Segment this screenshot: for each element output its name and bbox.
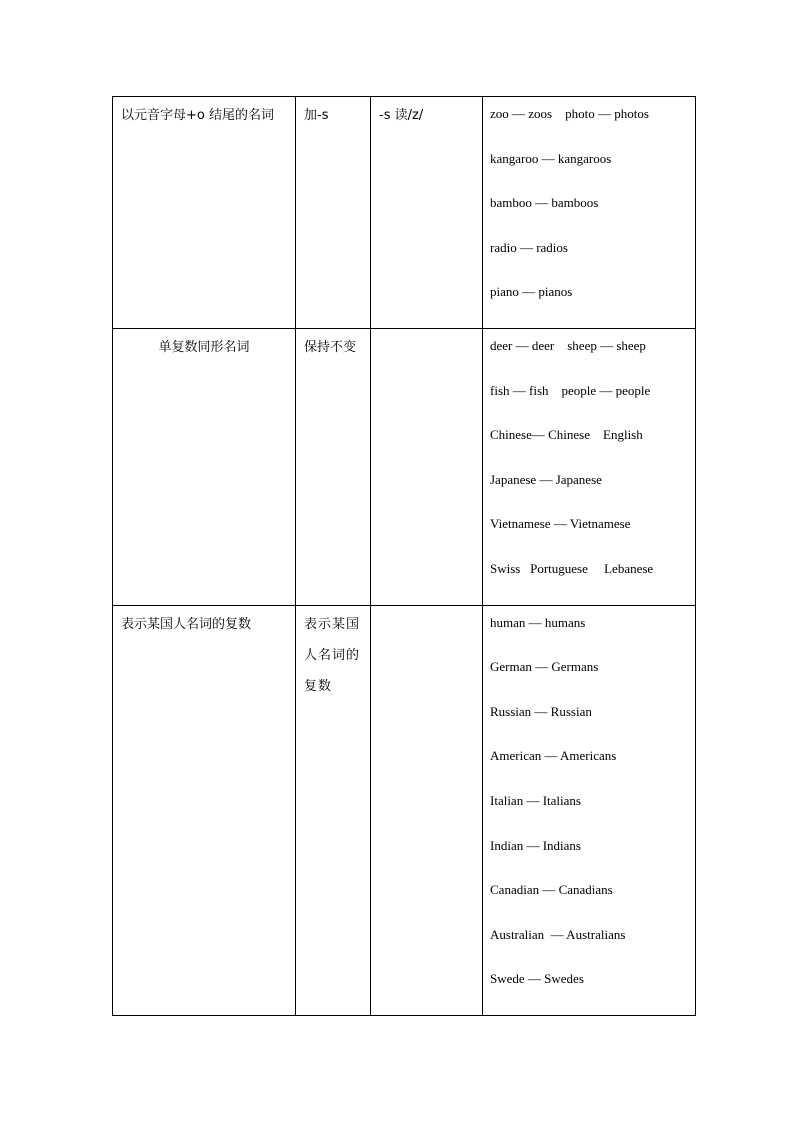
example-line: bamboo — bamboos [490, 195, 599, 211]
pronunciation-text [371, 606, 482, 609]
category-cell [113, 97, 296, 329]
example-line: radio — radios [490, 239, 568, 255]
example-line: Indian — Indians [490, 837, 581, 853]
pronunciation-cell [371, 328, 483, 605]
example-line: American — Americans [490, 748, 617, 764]
category-text: 单复数同形名词 [158, 339, 250, 355]
examples-cell [483, 605, 696, 1015]
category-cell [113, 605, 296, 1015]
pronunciation-text [371, 329, 482, 332]
example-line: deer — deer sheep — sheep [490, 337, 646, 353]
example-line: Vietnamese — Vietnamese [490, 516, 631, 532]
example-line: German — Germans [490, 659, 599, 675]
example-line: zoo — zoos photo — photos [490, 106, 649, 121]
examples-list [483, 606, 695, 1015]
rule-cell [296, 605, 371, 1015]
rule-text: 加-s [304, 108, 329, 123]
example-line: Russian — Russian [490, 703, 592, 719]
rule-text: 表示某国人名词的复数 [304, 616, 361, 694]
pronunciation-cell [371, 97, 483, 329]
example-line: human — humans [490, 614, 586, 630]
example-line: fish — fish people — people [490, 382, 651, 398]
category-text: 以元音字母+o 结尾的名词 [121, 108, 274, 123]
rule-text: 保持不变 [304, 339, 357, 355]
example-line: Italian — Italians [490, 792, 581, 808]
rule-cell [296, 97, 371, 329]
pronunciation-cell [371, 605, 483, 1015]
examples-list [483, 329, 695, 605]
table-row [113, 328, 696, 605]
examples-cell [483, 97, 696, 329]
examples-cell [483, 328, 696, 605]
table-row [113, 97, 696, 329]
example-line: Canadian — Canadians [490, 882, 613, 898]
example-line: Swiss Portuguese Lebanese [490, 560, 654, 576]
examples-list [483, 97, 695, 328]
example-line: Chinese— Chinese English [490, 427, 643, 443]
example-line: Swede — Swedes [490, 971, 584, 987]
example-line: Australian — Australians [490, 926, 626, 942]
example-line: kangaroo — kangaroos [490, 150, 612, 166]
rule-cell [296, 328, 371, 605]
example-line: Japanese — Japanese [490, 471, 602, 487]
category-cell [113, 328, 296, 605]
example-line: piano — pianos [490, 284, 573, 300]
category-text: 表示某国人名词的复数 [121, 616, 252, 632]
pronunciation-text: -s 读/z/ [379, 108, 424, 123]
plural-nouns-table [112, 96, 696, 1016]
table-row [113, 605, 696, 1015]
